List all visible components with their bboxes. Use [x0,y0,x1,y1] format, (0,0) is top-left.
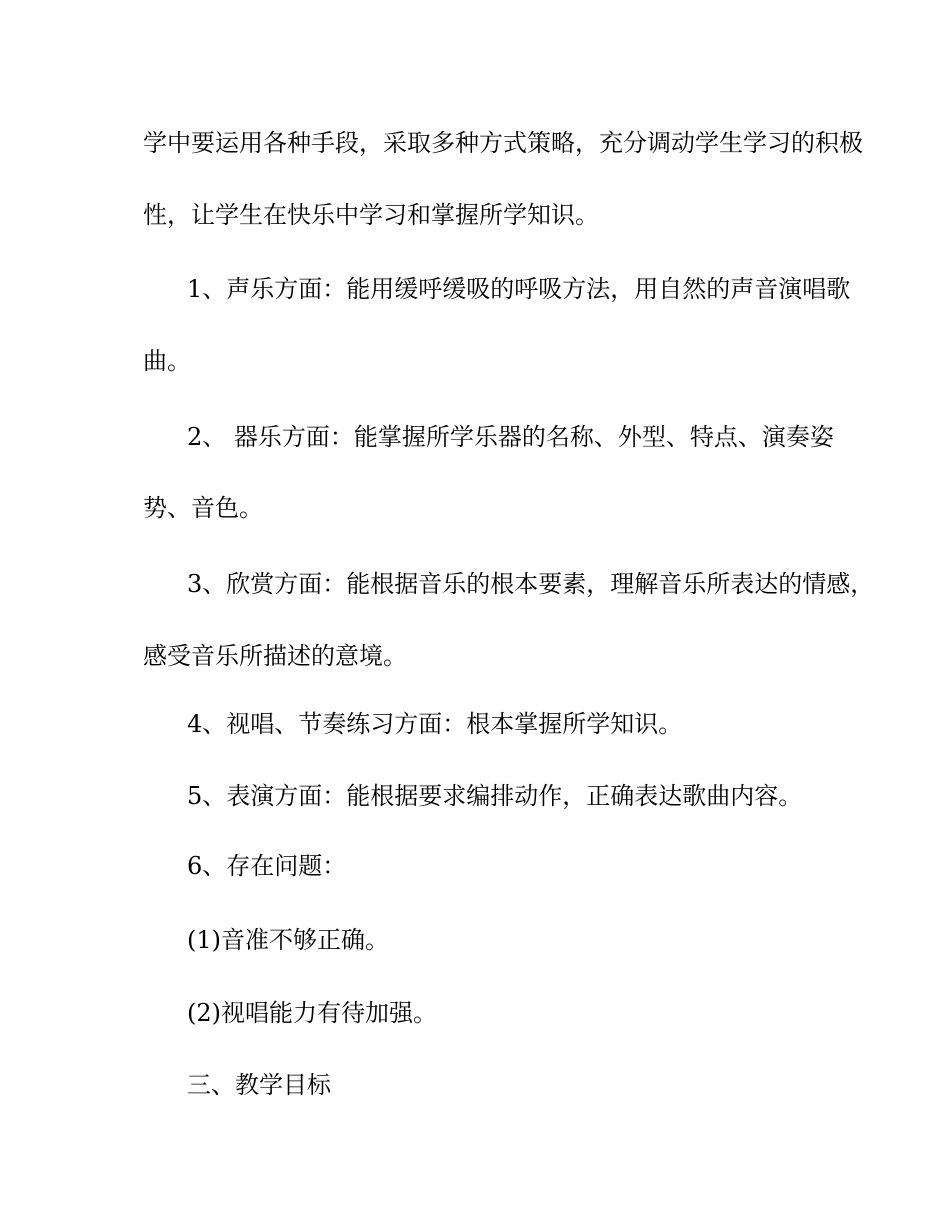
list-item-sight-singing: 4、视唱、节奏练习方面：根本掌握所学知识。 [187,710,683,738]
list-item-performance: 5、表演方面：能根据要求编排动作，正确表达歌曲内容。 [187,782,803,810]
paragraph-line: 感受音乐所描述的意境。 [143,642,407,670]
list-item-instrumental: 2、 器乐方面：能掌握所学乐器的名称、外型、特点、演奏姿 [187,423,834,451]
list-item-problems: 6、存在问题： [187,852,347,880]
paragraph-line: 曲。 [143,347,191,375]
paragraph-line: 势、音色。 [143,494,263,522]
section-heading: 三、教学目标 [187,1071,331,1099]
paragraph-line: 学中要运用各种手段，采取多种方式策略，充分调动学生学习的积极 [143,129,863,157]
list-item-appreciation: 3、欣赏方面：能根据音乐的根本要素，理解音乐所表达的情感， [187,570,875,598]
paragraph-line: 性，让学生在快乐中学习和掌握所学知识。 [143,201,599,229]
list-item-vocal: 1、声乐方面：能用缓呼缓吸的呼吸方法，用自然的声音演唱歌 [187,275,851,303]
sub-item-pitch: (1)音准不够正确。 [187,926,389,954]
sub-item-sight-singing: (2)视唱能力有待加强。 [187,999,437,1027]
